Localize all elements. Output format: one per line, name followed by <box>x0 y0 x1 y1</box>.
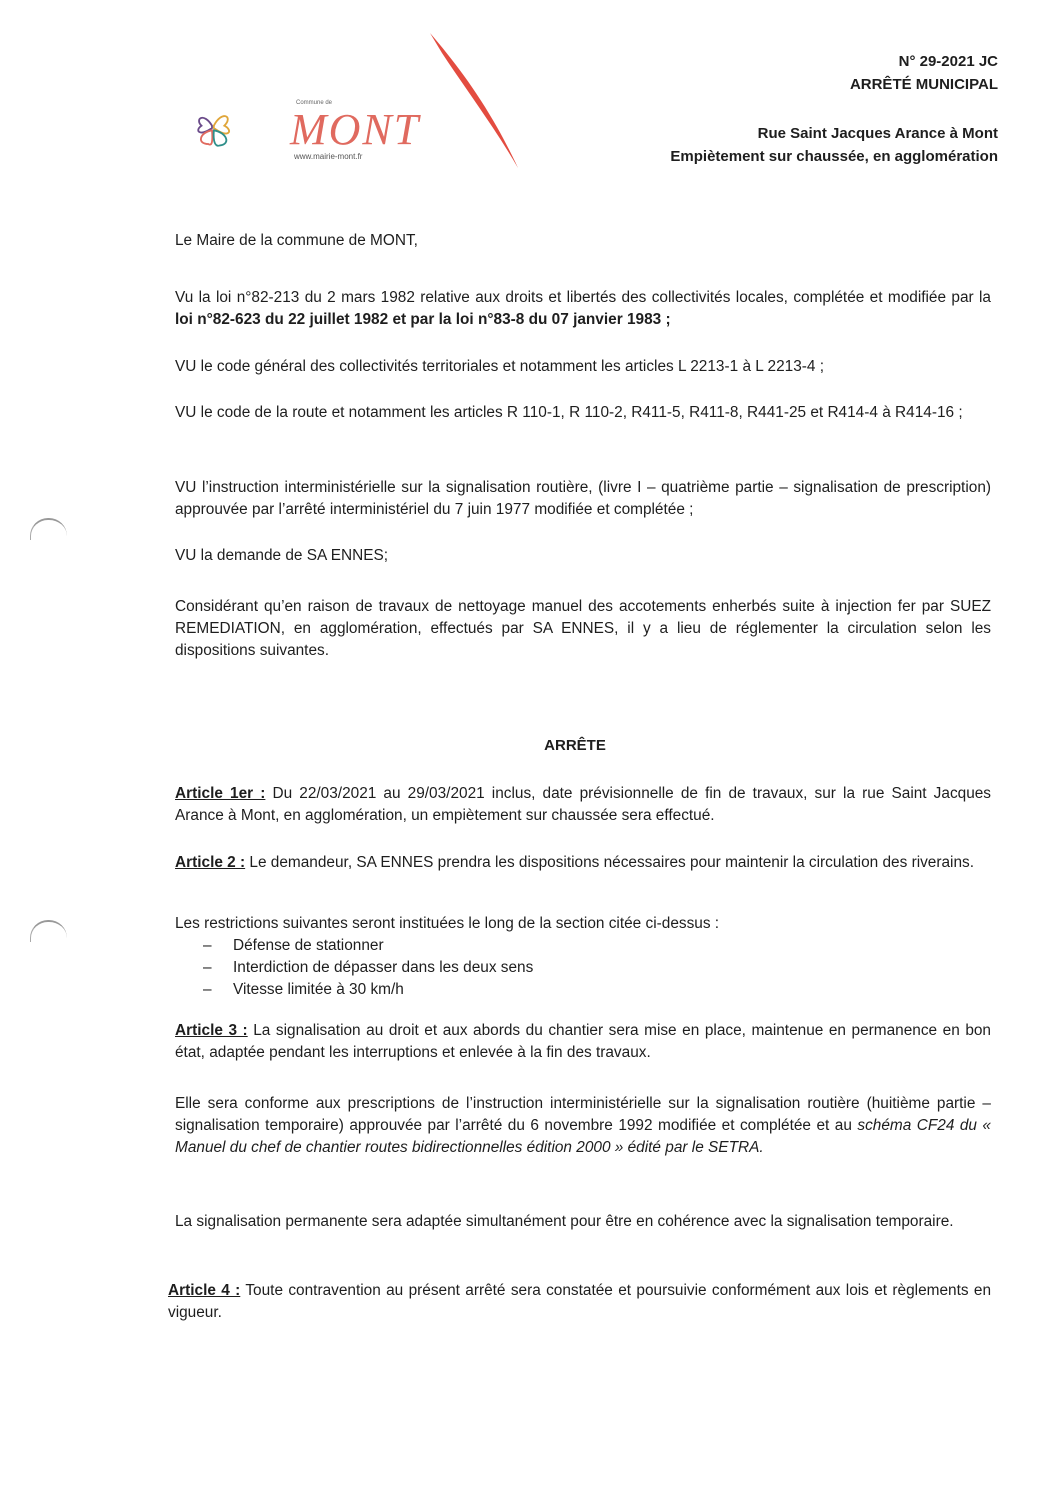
list-item: – Vitesse limitée à 30 km/h <box>175 979 991 1001</box>
article-3-paragraph-3: La signalisation permanente sera adaptée simultanément pour être en cohérence avec la signalisation temporaire. <box>175 1213 954 1230</box>
document-type: ARRÊTÉ MUNICIPAL <box>849 76 998 93</box>
logo-url: www.mairie-mont.fr <box>294 152 363 161</box>
arrete-heading: ARRÊTE <box>544 737 606 754</box>
restrictions-list <box>175 935 991 1001</box>
vu-paragraph-4: VU l’instruction interministérielle sur la signalisation routière, (livre I – quatrième partie – signalisation de prescription) approuvée par l’arrêté interministériel du 7 juin 1977 modifiée et complétée ; <box>175 479 991 518</box>
vu-paragraph-3: VU le code de la route et notamment les articles R 110-1, R 110-2, R411-5, R411-8, R441-25 et R414-4 à R414-16 ; <box>175 404 963 421</box>
vu-paragraph-5: VU la demande de SA ENNES; <box>175 547 389 564</box>
article-1-label: Article 1er : <box>175 785 266 802</box>
list-item: – Interdiction de dépasser dans les deux sens <box>175 957 991 979</box>
vu-paragraph-1: Vu la loi n°82-213 du 2 mars 1982 relative aux droits et libertés des collectivités locales, complétée et modifiée par la loi n°82-623 du 22 juillet 1982 et par la loi n°83-8 du 07 janvier 1983 ; <box>175 289 991 328</box>
logo-swoosh-graphic <box>420 28 530 178</box>
maire-line: Le Maire de la commune de MONT, <box>175 232 418 249</box>
logo-commune-label: Commune de <box>296 100 333 106</box>
article-1: Article 1er : Du 22/03/2021 au 29/03/2021 inclus, date prévisionnelle de fin de travaux, sur la rue Saint Jacques Arance à Mont, en agglomération, un empiètement sur chaussée sera effectué. <box>175 785 992 824</box>
punch-hole-mark <box>30 518 67 540</box>
considerant-paragraph: Considérant qu’en raison de travaux de nettoyage manuel des accotements enherbés suite à injection fer par SUEZ REMEDIATION, en agglomération, effectués par SA ENNES, il y a lieu de réglementer la circulation selon les dispositions suivantes. <box>175 598 991 659</box>
logo-wordmark: MONT <box>290 105 421 154</box>
restrictions-block <box>175 913 991 1001</box>
location-title: Rue Saint Jacques Arance à Mont <box>757 125 998 142</box>
vu-paragraph-2: VU le code général des collectivités territoriales et notamment les articles L 2213-1 à L 2213-4 ; <box>175 358 825 375</box>
article-2-label: Article 2 : <box>175 854 246 871</box>
article-3-label: Article 3 : <box>175 1022 248 1039</box>
restrictions-intro: Les restrictions suivantes seront instituées le long de la section citée ci-dessus : <box>175 915 720 932</box>
article-3-paragraph-2: Elle sera conforme aux prescriptions de l’instruction interministérielle sur la signalisation routière (huitième partie – signalisation temporaire) approuvée par l’arrêté du 6 novembre 1992 modifiée et complétée et au schéma CF24 du « Manuel du chef de chantier routes bidirectionnelles édition 2000 » édité par le SETRA. <box>175 1095 991 1156</box>
article-2: Article 2 : Le demandeur, SA ENNES prendra les dispositions nécessaires pour maintenir la circulation des riverains. <box>175 854 975 871</box>
article-4-label: Article 4 : <box>168 1282 241 1299</box>
logo-clover-icon <box>190 78 300 178</box>
article-3: Article 3 : La signalisation au droit et aux abords du chantier sera mise en place, maintenue en permanence en bon état, adaptée pendant les interruptions et enlevée à la fin des travaux. <box>175 1022 991 1061</box>
subject-title: Empiètement sur chaussée, en agglomération <box>670 148 998 165</box>
list-item: – Défense de stationner <box>175 935 991 957</box>
article-4: Article 4 : Toute contravention au présent arrêté sera constatée et poursuivie conformément aux lois et règlements en vigueur. <box>168 1282 992 1321</box>
reference-block <box>850 50 998 96</box>
punch-hole-mark <box>30 920 67 942</box>
subject-block <box>670 122 998 168</box>
arrete-number: N° 29-2021 JC <box>898 53 998 70</box>
